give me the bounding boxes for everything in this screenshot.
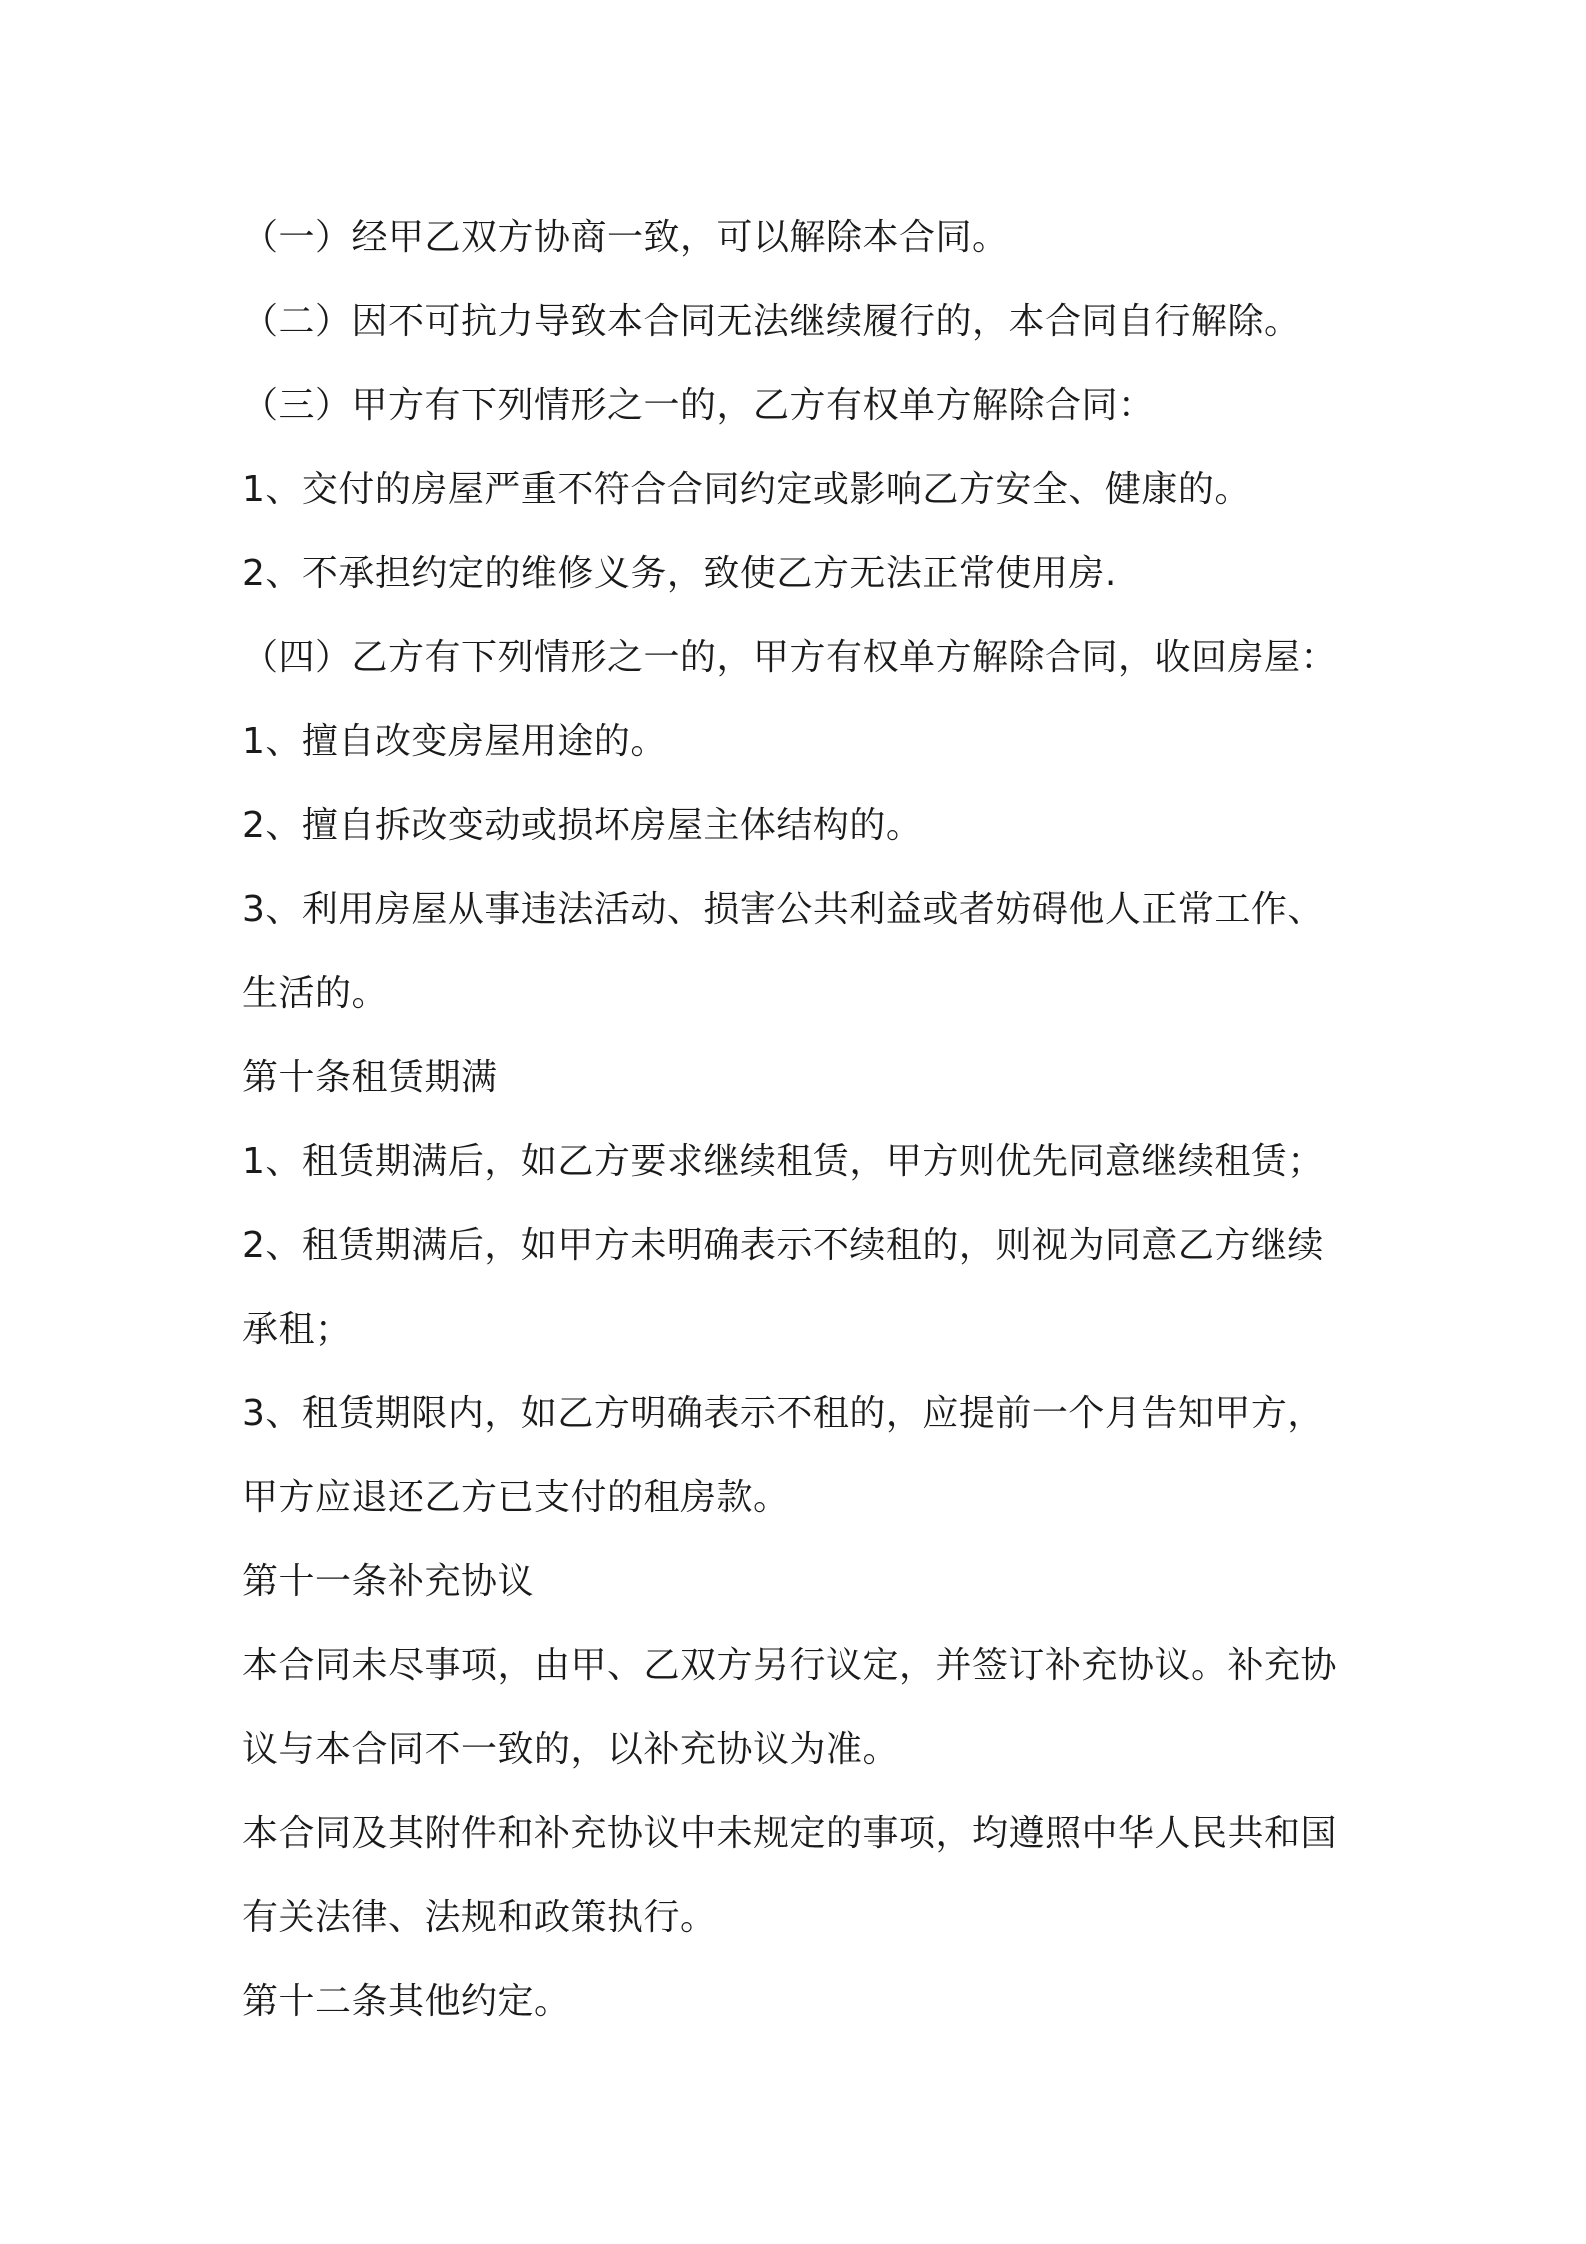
article-12-heading: 第十二条其他约定。: [242, 1981, 571, 2022]
article-11-paragraph-2-continued: 有关法律、法规和政策执行。: [242, 1897, 717, 1938]
article-10-item-3: 3、租赁期限内，如乙方明确表示不租的，应提前一个月告知甲方，: [242, 1393, 1324, 1434]
article-10-item-1: 1、租赁期满后，如乙方要求继续租赁，甲方则优先同意继续租赁；: [242, 1141, 1324, 1182]
clause-2-force-majeure: （二）因不可抗力导致本合同无法继续履行的，本合同自行解除。: [242, 301, 1301, 342]
article-10-item-2: 2、租赁期满后，如甲方未明确表示不续租的，则视为同意乙方继续: [242, 1225, 1324, 1266]
article-10-item-2-continued: 承租；: [242, 1309, 352, 1350]
article-11-paragraph-1-continued: 议与本合同不一致的，以补充协议为准。: [242, 1729, 900, 1770]
clause-3-item-2: 2、不承担约定的维修义务，致使乙方无法正常使用房.: [242, 553, 1117, 594]
clause-1-mutual-termination: （一）经甲乙双方协商一致，可以解除本合同。: [242, 217, 1009, 258]
clause-3-item-1: 1、交付的房屋严重不符合合同约定或影响乙方安全、健康的。: [242, 469, 1251, 510]
clause-4-item-2: 2、擅自拆改变动或损坏房屋主体结构的。: [242, 805, 923, 846]
document-body: [242, 196, 1362, 2044]
article-10-item-3-continued: 甲方应退还乙方已支付的租房款。: [242, 1477, 790, 1518]
article-11-heading: 第十一条补充协议: [242, 1561, 535, 1602]
clause-4-item-3-continued: 生活的。: [242, 973, 389, 1014]
clause-4-item-1: 1、擅自改变房屋用途的。: [242, 721, 667, 762]
clause-3-tenant-termination-heading: （三）甲方有下列情形之一的，乙方有权单方解除合同：: [242, 385, 1155, 426]
article-11-paragraph-2: 本合同及其附件和补充协议中未规定的事项，均遵照中华人民共和国: [242, 1813, 1338, 1854]
clause-4-item-3: 3、利用房屋从事违法活动、损害公共利益或者妨碍他人正常工作、: [242, 889, 1324, 930]
clause-4-landlord-termination-heading: （四）乙方有下列情形之一的，甲方有权单方解除合同，收回房屋：: [242, 637, 1338, 678]
article-11-paragraph-1: 本合同未尽事项，由甲、乙双方另行议定，并签订补充协议。补充协: [242, 1645, 1338, 1686]
article-10-heading: 第十条租赁期满: [242, 1057, 498, 1098]
